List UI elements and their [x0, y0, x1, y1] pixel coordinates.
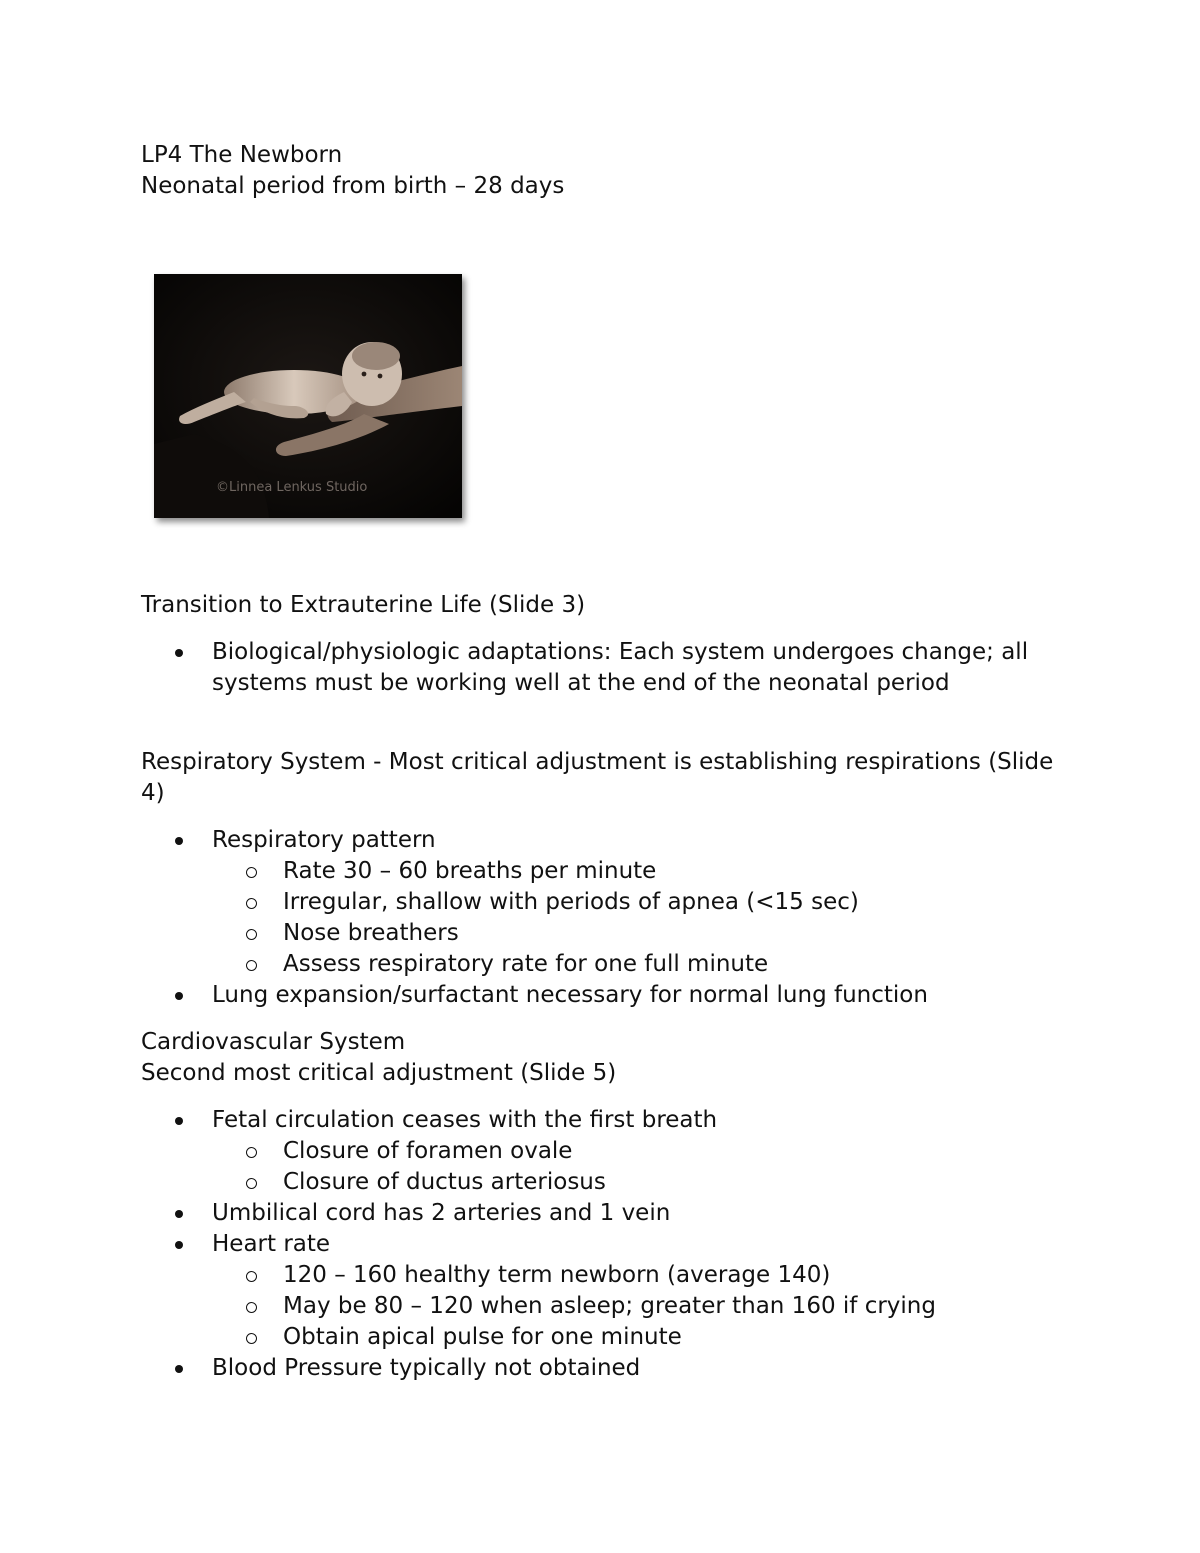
sub-list-item: Irregular, shallow with periods of apnea (<15 sec) — [141, 887, 1071, 918]
section-title-transition: Transition to Extrauterine Life (Slide 3) — [141, 592, 586, 618]
list-item — [141, 1105, 1071, 1198]
document-subtitle: Neonatal period from birth – 28 days — [141, 173, 565, 199]
list-item — [141, 1229, 1071, 1353]
list-item — [141, 825, 1071, 980]
sub-list-item: Closure of ductus arteriosus — [141, 1167, 1071, 1198]
list-item-text: Fetal circulation ceases with the first breath — [212, 1107, 718, 1133]
list-item-text: Heart rate — [212, 1231, 331, 1257]
section-subtitle-cardiovascular: Second most critical adjustment (Slide 5) — [141, 1060, 617, 1086]
sub-list-item: Nose breathers — [141, 918, 1071, 949]
list-item: Biological/physiologic adaptations: Each system undergoes change; all systems must be working well at the end of the neonatal period — [141, 637, 1071, 699]
section-title-respiratory: Respiratory System - Most critical adjustment is establishing respirations (Slide 4) — [141, 749, 1054, 806]
sub-list — [212, 856, 1071, 980]
sub-list — [212, 1260, 1071, 1353]
sub-list-item: Rate 30 – 60 breaths per minute — [141, 856, 1071, 887]
sub-list-item: Closure of foramen ovale — [141, 1136, 1071, 1167]
sub-list-item: May be 80 – 120 when asleep; greater than 160 if crying — [141, 1291, 1071, 1322]
list-item: Lung expansion/surfactant necessary for normal lung function — [141, 980, 1071, 1011]
transition-list — [141, 637, 1071, 699]
section-title-cardiovascular: Cardiovascular System — [141, 1029, 406, 1055]
newborn-photo — [154, 274, 464, 520]
sub-list-item: 120 – 160 healthy term newborn (average 140) — [141, 1260, 1071, 1291]
photo-watermark: ©Linnea Lenkus Studio — [216, 480, 368, 495]
list-item: Blood Pressure typically not obtained — [141, 1353, 1071, 1384]
document-title: LP4 The Newborn — [141, 142, 343, 168]
respiratory-list — [141, 825, 1071, 1011]
cardio-list — [141, 1105, 1071, 1384]
sub-list — [212, 1136, 1071, 1198]
document-page — [141, 140, 1071, 1384]
sub-list-item: Assess respiratory rate for one full minute — [141, 949, 1071, 980]
list-item-text: Respiratory pattern — [212, 827, 436, 853]
list-item: Umbilical cord has 2 arteries and 1 vein — [141, 1198, 1071, 1229]
sub-list-item: Obtain apical pulse for one minute — [141, 1322, 1071, 1353]
